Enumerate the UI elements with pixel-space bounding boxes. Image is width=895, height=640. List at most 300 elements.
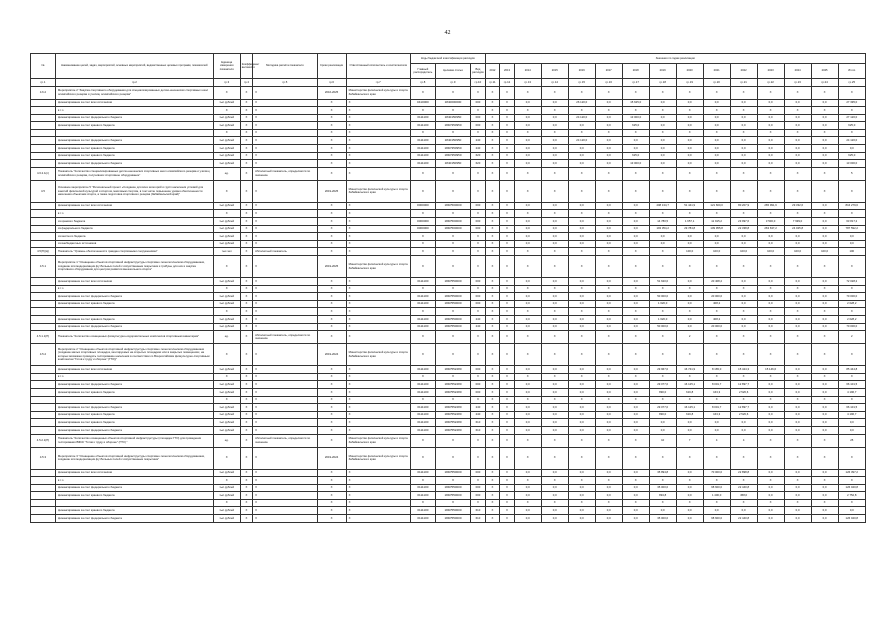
row-value-cell: 0,0 [757, 122, 784, 130]
row-value-cell: X [568, 256, 595, 278]
row-value-cell: X [485, 278, 500, 286]
row-value-cell: X [811, 210, 838, 218]
row-term-cell: X [317, 507, 346, 515]
row-value-cell: 2 [676, 331, 703, 344]
row-value-cell: 0,0 [757, 152, 784, 160]
row-value-cell: 4 196,7 [838, 388, 865, 396]
row-expense-code-cell: 000 [471, 114, 486, 122]
row-expense-code-cell: 000 [471, 99, 486, 107]
row-expense-code-cell: 240 [471, 404, 486, 412]
table-row [31, 300, 866, 308]
row-value-cell: 0,0 [784, 426, 811, 434]
row-term-cell: X [317, 404, 346, 412]
row-coefficient-cell: X [240, 129, 252, 137]
row-method-cell: X [253, 315, 317, 323]
row-value-cell: X [676, 477, 703, 485]
row-target-code-cell: 1840150950 [435, 137, 470, 145]
row-value-cell: 0,0 [541, 515, 568, 523]
row-value-cell: 100 [838, 248, 865, 256]
row-value-cell: 0,0 [838, 240, 865, 248]
column-number-cell: гр.15 [568, 79, 595, 87]
row-value-cell: 0,0 [757, 426, 784, 434]
row-description-cell: Мероприятие 3 "Оснащение объектов спортивной инфраструктуры спортивно-технологическим оборудованием, создание или модернизация футбольных полей с искусственным покрытием" [55, 447, 213, 469]
row-number-cell [31, 293, 56, 301]
row-unit-cell: X [213, 285, 240, 293]
row-number-cell [31, 114, 56, 122]
row-term-cell: X [317, 99, 346, 107]
row-value-cell: 50 000,0 [649, 293, 676, 301]
table-row [31, 366, 866, 374]
row-value-cell: 0,0 [676, 122, 703, 130]
row-number-cell [31, 388, 56, 396]
row-value-cell: 616,8 [676, 388, 703, 396]
row-value-cell: 0,0 [784, 145, 811, 153]
row-value-cell: 0,0 [730, 507, 757, 515]
row-unit-cell: тыс.рублей [213, 315, 240, 323]
row-value-cell: 816 279,6 [838, 202, 865, 210]
row-method-cell: X [253, 256, 317, 278]
row-term-cell: X [317, 426, 346, 434]
row-method-cell: Абсолютный показатель, определяется по значению [253, 331, 317, 344]
row-value-cell: X [500, 381, 515, 389]
row-term-cell: X [317, 477, 346, 485]
table-row [31, 388, 866, 396]
row-description-cell: Мероприятие 1 "Оснащение объектов спортивной инфраструктуры спортивно-технологическим оборудованием, создание или модернизация футбольных полей с искусственным покрытием и трибуны для них и закупка спортивного оборудования для центров развития внешкольного спорта" [55, 256, 213, 278]
row-coefficient-cell: X [240, 411, 252, 419]
row-value-cell: 0,0 [595, 515, 622, 523]
row-value-cell: 0,0 [838, 426, 865, 434]
row-value-cell: X [595, 180, 622, 202]
row-value-cell: X [838, 499, 865, 507]
row-term-cell: X [317, 300, 346, 308]
header-year: 2018 [622, 64, 649, 79]
table-row [31, 256, 866, 278]
row-value-cell: X [485, 331, 500, 344]
row-number-cell: 4.6.2.1(п) [31, 167, 56, 180]
row-value-cell: 7 [676, 434, 703, 447]
row-value-cell: X [485, 426, 500, 434]
row-value-cell: X [811, 107, 838, 115]
row-value-cell: X [500, 426, 515, 434]
row-value-cell: X [703, 285, 730, 293]
row-value-cell: 0,0 [784, 404, 811, 412]
row-method-cell: Абсолютный показатель, определяется по значению [253, 434, 317, 447]
row-value-cell: X [500, 419, 515, 427]
row-value-cell: X [703, 256, 730, 278]
row-unit-cell: X [213, 86, 240, 99]
row-value-cell: X [568, 107, 595, 115]
row-coefficient-cell: X [240, 99, 252, 107]
row-value-cell: 0,0 [811, 145, 838, 153]
row-method-cell: X [253, 396, 317, 404]
row-value-cell: 0,0 [703, 240, 730, 248]
row-value-cell: 1 620,0 [649, 300, 676, 308]
row-coefficient-cell: X [240, 344, 252, 366]
row-number-cell [31, 366, 56, 374]
row-executor-cell: X [346, 293, 410, 301]
row-value-cell: 22 440,8 [730, 515, 757, 523]
row-term-cell: X [317, 137, 346, 145]
row-term-cell: X [317, 202, 346, 210]
row-value-cell: X [514, 248, 541, 256]
row-value-cell: 0,0 [541, 484, 568, 492]
row-expense-code-cell: X [471, 107, 486, 115]
row-value-cell: X [485, 218, 500, 226]
row-value-cell: 0,0 [730, 145, 757, 153]
row-coefficient-cell: X [240, 426, 252, 434]
row-coefficient-cell: X [240, 434, 252, 447]
row-unit-cell: X [213, 129, 240, 137]
row-value-cell: 0,0 [730, 160, 757, 168]
row-value-cell: 0,0 [811, 492, 838, 500]
row-number-cell [31, 218, 56, 226]
row-value-cell: 0,0 [703, 145, 730, 153]
row-executor-cell: X [346, 285, 410, 293]
row-value-cell: 890,0 [649, 388, 676, 396]
row-expense-code-cell: 240 [471, 323, 486, 331]
table-row [31, 160, 866, 168]
row-value-cell: X [500, 447, 515, 469]
table-row [31, 122, 866, 130]
row-value-cell: 68 600,0 [703, 515, 730, 523]
row-executor-cell: X [346, 388, 410, 396]
row-value-cell: 80 207,9 [730, 202, 757, 210]
row-value-cell: 0,0 [514, 381, 541, 389]
row-value-cell: X [703, 447, 730, 469]
row-executor-cell: X [346, 323, 410, 331]
row-value-cell: 0,0 [568, 152, 595, 160]
row-unit-cell: X [213, 477, 240, 485]
row-value-cell: 0,0 [784, 137, 811, 145]
row-unit-cell: тыс.рублей [213, 240, 240, 248]
row-value-cell: 890,0 [649, 411, 676, 419]
row-value-cell: X [485, 484, 500, 492]
row-value-cell: 0,0 [757, 388, 784, 396]
row-value-cell: X [568, 477, 595, 485]
row-value-cell: X [649, 344, 676, 366]
row-value-cell: X [514, 447, 541, 469]
row-value-cell: 0,0 [514, 145, 541, 153]
row-glavny-code-cell: X [410, 107, 435, 115]
row-value-cell: X [676, 86, 703, 99]
row-value-cell: 100,0 [757, 248, 784, 256]
row-number-cell [31, 129, 56, 137]
row-method-cell: X [253, 152, 317, 160]
column-number-cell: гр.21 [730, 79, 757, 87]
row-value-cell: X [784, 477, 811, 485]
row-expense-code-cell: X [471, 434, 486, 447]
row-unit-cell: тыс.рублей [213, 99, 240, 107]
row-value-cell: 0,0 [649, 426, 676, 434]
row-value-cell: 163,3 [703, 388, 730, 396]
row-description-cell: из краевого бюджета [55, 218, 213, 226]
row-value-cell: X [485, 411, 500, 419]
row-description-cell: Показатель "Количество специализированных детско-юношеских спортивных школ олимпийского резерва и училищ олимпийского резерва, получивших спортивное оборудование" [55, 167, 213, 180]
row-number-cell [31, 240, 56, 248]
row-value-cell: X [485, 137, 500, 145]
row-value-cell: X [485, 180, 500, 202]
row-expense-code-cell: X [471, 233, 486, 241]
row-coefficient-cell: X [240, 404, 252, 412]
row-value-cell: 0,0 [622, 381, 649, 389]
row-description-cell: финансирование за счет федерального бюджета [55, 137, 213, 145]
row-value-cell: X [784, 344, 811, 366]
row-glavny-code-cell: 0410000 [410, 99, 435, 107]
row-executor-cell: X [346, 145, 410, 153]
row-number-cell [31, 122, 56, 130]
table-row [31, 137, 866, 145]
row-value-cell: 0,0 [784, 240, 811, 248]
row-number-cell [31, 484, 56, 492]
row-glavny-code-cell: 0111100 [410, 323, 435, 331]
row-value-cell: 35 000,0 [649, 484, 676, 492]
row-value-cell: 0,0 [838, 419, 865, 427]
row-value-cell: X [485, 373, 500, 381]
row-value-cell: X [730, 396, 757, 404]
row-value-cell: X [485, 404, 500, 412]
row-value-cell: X [500, 240, 515, 248]
row-value-cell: X [838, 86, 865, 99]
row-glavny-code-cell: 0111100 [410, 152, 435, 160]
row-value-cell: 121 660,0 [703, 202, 730, 210]
row-value-cell: X [500, 434, 515, 447]
row-value-cell: 0,0 [568, 278, 595, 286]
row-target-code-cell: 184P350950 [435, 122, 470, 130]
row-description-cell: финансирование за счет краевого бюджета [55, 300, 213, 308]
row-target-code-cell: X [435, 344, 470, 366]
row-term-cell: X [317, 167, 346, 180]
row-value-cell: 0,0 [730, 426, 757, 434]
row-number-cell [31, 381, 56, 389]
row-glavny-code-cell: X [410, 499, 435, 507]
row-value-cell: 0,0 [811, 99, 838, 107]
row-coefficient-cell: X [240, 202, 252, 210]
row-value-cell: X [811, 308, 838, 316]
row-value-cell: X [500, 152, 515, 160]
row-unit-cell: X [213, 180, 240, 202]
row-number-cell [31, 160, 56, 168]
row-term-cell: X [317, 293, 346, 301]
row-executor-cell: X [346, 499, 410, 507]
row-value-cell: 0,0 [784, 515, 811, 523]
row-term-cell: X [317, 240, 346, 248]
row-value-cell: 50 000,0 [649, 323, 676, 331]
row-value-cell: X [485, 167, 500, 180]
row-value-cell: 85 444,8 [838, 366, 865, 374]
row-number-cell [31, 411, 56, 419]
row-value-cell: X [676, 167, 703, 180]
row-description-cell: в т.ч. [55, 107, 213, 115]
row-term-cell: X [317, 515, 346, 523]
row-value-cell: X [784, 434, 811, 447]
row-executor-cell: X [346, 114, 410, 122]
row-value-cell: X [757, 167, 784, 180]
row-value-cell: 126 040,8 [838, 515, 865, 523]
row-value-cell: X [595, 285, 622, 293]
row-term-cell: X [317, 218, 346, 226]
row-number-cell: 4.5.2 [31, 344, 56, 366]
row-unit-cell: тыс.рублей [213, 323, 240, 331]
row-executor-cell: X [346, 411, 410, 419]
row-number-cell: 4.5.2.1(П) [31, 434, 56, 447]
row-value-cell: 0,0 [784, 419, 811, 427]
row-value-cell: 0,0 [514, 160, 541, 168]
row-expense-code-cell: 000 [471, 300, 486, 308]
row-value-cell: X [649, 477, 676, 485]
row-expense-code-cell: 000 [471, 484, 486, 492]
row-value-cell: X [485, 515, 500, 523]
row-value-cell: X [485, 323, 500, 331]
row-target-code-cell: 184P550000 [435, 323, 470, 331]
row-value-cell: 0,0 [784, 233, 811, 241]
row-value-cell: 0,0 [568, 240, 595, 248]
row-description-cell: финансирование за счет краевого бюджета [55, 152, 213, 160]
row-value-cell: 0,0 [784, 293, 811, 301]
row-term-cell: X [317, 210, 346, 218]
row-target-code-cell: 184P552280 [435, 404, 470, 412]
row-target-code-cell: 1840150950 [435, 160, 470, 168]
row-term-cell: X [317, 492, 346, 500]
row-value-cell: X [485, 300, 500, 308]
row-executor-cell: X [346, 107, 410, 115]
row-expense-code-cell: 000 [471, 218, 486, 226]
row-value-cell: X [784, 210, 811, 218]
table-row [31, 129, 866, 137]
row-value-cell: X [500, 167, 515, 180]
row-value-cell: X [703, 499, 730, 507]
row-expense-code-cell: X [471, 256, 486, 278]
table-row [31, 202, 866, 210]
row-value-cell: X [622, 129, 649, 137]
row-unit-cell: X [213, 308, 240, 316]
row-method-cell: X [253, 122, 317, 130]
row-value-cell: X [649, 285, 676, 293]
row-value-cell: 0,0 [649, 152, 676, 160]
row-value-cell: X [541, 129, 568, 137]
row-executor-cell: X [346, 507, 410, 515]
row-value-cell: X [568, 180, 595, 202]
row-value-cell: 29 077,0 [649, 404, 676, 412]
row-description-cell [55, 396, 213, 404]
row-value-cell: 2 028,2 [838, 300, 865, 308]
row-coefficient-cell: X [240, 240, 252, 248]
row-value-cell: 0,0 [568, 315, 595, 323]
row-value-cell: X [703, 477, 730, 485]
row-value-cell: 0,0 [514, 202, 541, 210]
row-unit-cell: тыс.рублей [213, 366, 240, 374]
row-target-code-cell: X [435, 233, 470, 241]
row-value-cell: 0,0 [676, 278, 703, 286]
row-glavny-code-cell: 0111100 [410, 278, 435, 286]
row-description-cell: финансирование за счет краевого бюджета [55, 492, 213, 500]
row-value-cell: 0,0 [541, 202, 568, 210]
row-unit-cell: тыс.рублей [213, 381, 240, 389]
row-value-cell: X [838, 344, 865, 366]
row-value-cell: X [595, 107, 622, 115]
row-expense-code-cell: 610 [471, 515, 486, 523]
row-term-cell: X [317, 129, 346, 137]
row-value-cell: 0,0 [703, 426, 730, 434]
row-value-cell: X [730, 210, 757, 218]
column-number-cell: гр.20 [703, 79, 730, 87]
row-value-cell: 0,0 [784, 278, 811, 286]
row-value-cell: X [485, 419, 500, 427]
table-row [31, 323, 866, 331]
row-unit-cell: тыс.рублей [213, 469, 240, 477]
row-value-cell: X [514, 210, 541, 218]
row-value-cell: X [500, 300, 515, 308]
row-value-cell: 0,0 [703, 122, 730, 130]
row-description-cell: Показатель "Количество оснащенных физкультурно-оздоровительных комплексов спортивным инвентарем" [55, 331, 213, 344]
row-value-cell: 0,0 [568, 323, 595, 331]
row-value-cell: 29 332,6 [784, 202, 811, 210]
row-value-cell: 16 125,1 [676, 381, 703, 389]
row-value-cell: 0,0 [568, 218, 595, 226]
row-expense-code-cell: 240 [471, 411, 486, 419]
row-value-cell: X [485, 233, 500, 241]
row-value-cell: X [730, 477, 757, 485]
row-expense-code-cell: 620 [471, 160, 486, 168]
row-value-cell: 625,0 [838, 122, 865, 130]
row-value-cell: 109 955,8 [703, 225, 730, 233]
row-value-cell: X [811, 285, 838, 293]
row-value-cell: X [500, 114, 515, 122]
row-expense-code-cell: X [471, 373, 486, 381]
row-term-cell: X [317, 160, 346, 168]
table-row [31, 315, 866, 323]
row-value-cell: X [838, 180, 865, 202]
row-expense-code-cell: X [471, 180, 486, 202]
row-value-cell: 0,0 [811, 137, 838, 145]
row-expense-code-cell: 000 [471, 202, 486, 210]
row-coefficient-cell: X [240, 484, 252, 492]
header-vid: Вид расходов [471, 64, 486, 79]
row-unit-cell: тыс.рублей [213, 137, 240, 145]
row-value-cell: 0,0 [703, 99, 730, 107]
row-value-cell: X [595, 86, 622, 99]
row-executor-cell: X [346, 137, 410, 145]
table-row [31, 293, 866, 301]
row-value-cell: 16 125,1 [676, 404, 703, 412]
row-method-cell: X [253, 240, 317, 248]
row-value-cell: X [838, 447, 865, 469]
row-value-cell: X [568, 434, 595, 447]
row-value-cell: X [757, 86, 784, 99]
row-target-code-cell: 184P500000 [435, 202, 470, 210]
row-value-cell: 0,0 [649, 233, 676, 241]
row-value-cell: 0,0 [811, 225, 838, 233]
row-value-cell: 0,0 [811, 404, 838, 412]
row-value-cell: X [676, 344, 703, 366]
row-value-cell: 0,0 [568, 293, 595, 301]
row-description-cell: Мероприятие 2 "Оснащение объектов спортивной инфраструктуры спортивно-технологическим оборудованием (создание малых спортивных площадок, монтируемых на открытых площадках или в закрытых помещениях, на которых возможно проводить тестирование населения в соответствии со Всероссийским физкультурно-спортивным комплексом "Готов к труду и обороне" (ГТО))" [55, 344, 213, 366]
row-unit-cell: тыс.рублей [213, 419, 240, 427]
row-coefficient-cell: X [240, 507, 252, 515]
row-value-cell: 0,0 [541, 388, 568, 396]
row-unit-cell: тыс.рублей [213, 145, 240, 153]
row-value-cell: 0,0 [757, 278, 784, 286]
row-value-cell: X [485, 293, 500, 301]
row-value-cell: 0,0 [541, 293, 568, 301]
row-coefficient-cell: X [240, 447, 252, 469]
row-value-cell: X [500, 293, 515, 301]
row-value-cell: X [649, 129, 676, 137]
row-target-code-cell: X [435, 499, 470, 507]
row-value-cell: 0,0 [568, 484, 595, 492]
row-value-cell: X [485, 344, 500, 366]
row-value-cell: X [703, 86, 730, 99]
table-row [31, 434, 866, 447]
